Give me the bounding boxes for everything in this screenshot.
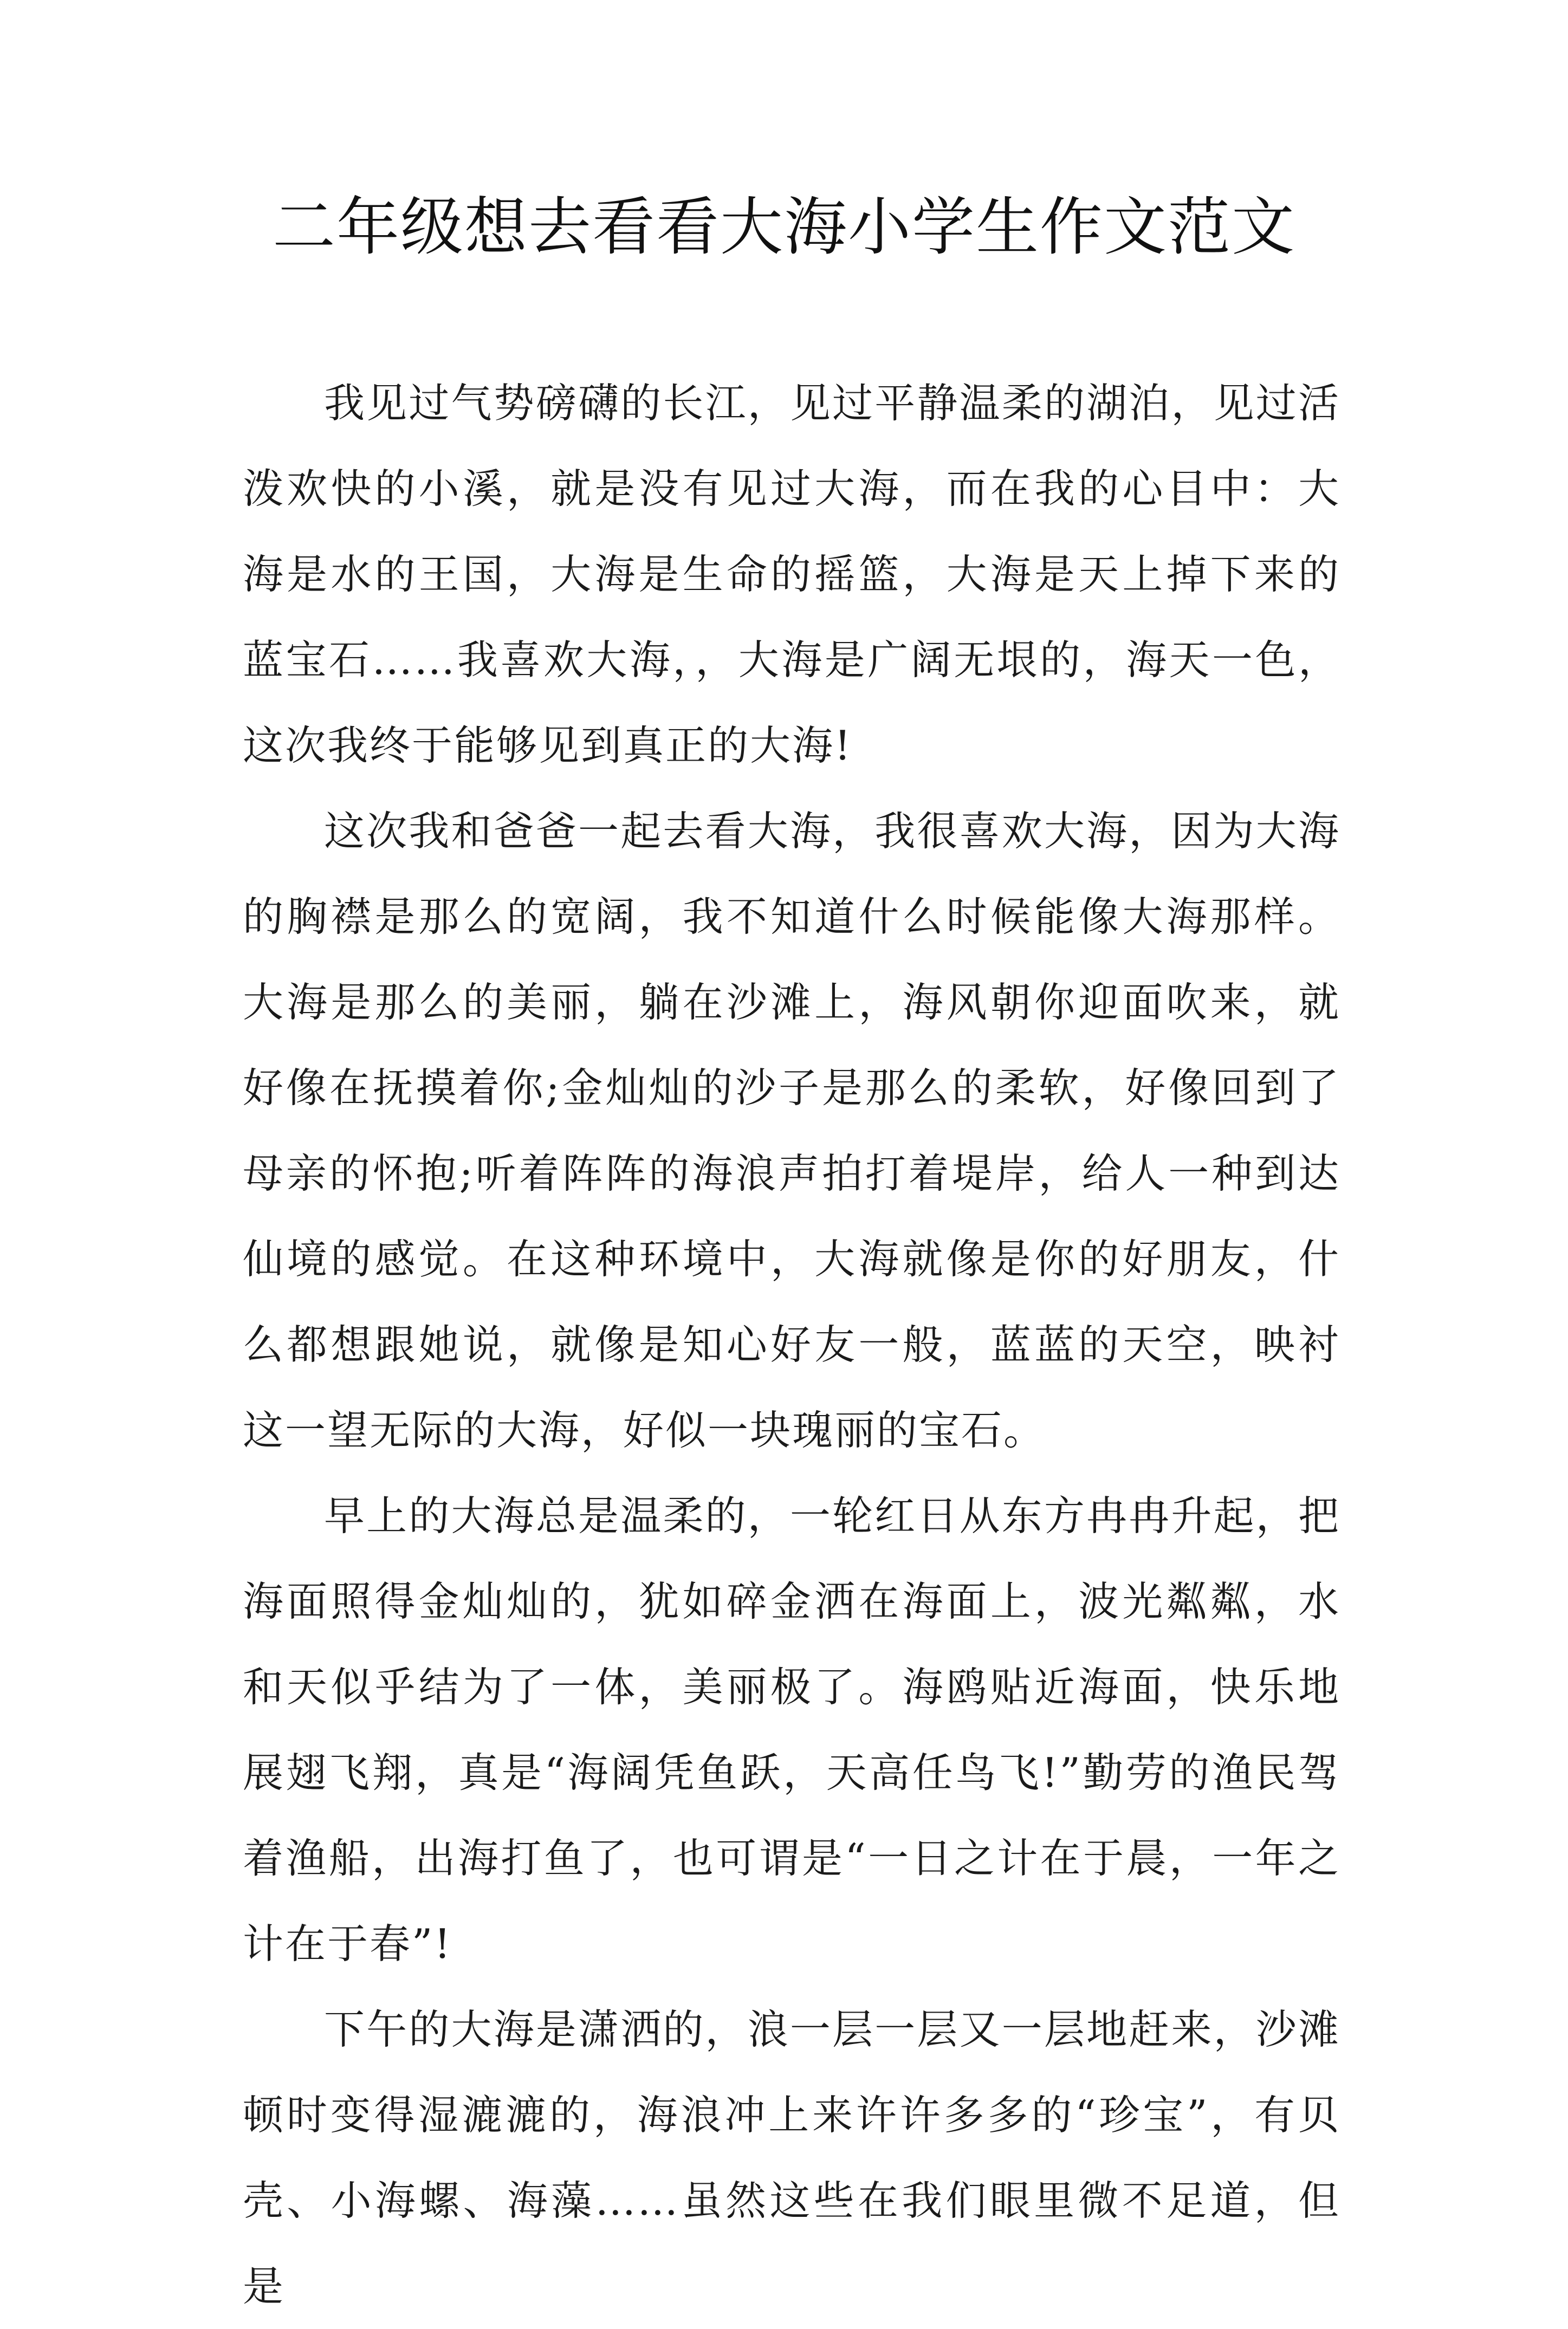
document-body	[243, 360, 1340, 2329]
paragraph-2: 这次我和爸爸一起去看大海，我很喜欢大海，因为大海的胸襟是那么的宽阔，我不知道什么时候能像大海那样。大海是那么的美丽，躺在沙滩上，海风朝你迎面吹来，就好像在抚摸着你;金灿灿的沙子是那么的柔软，好像回到了母亲的怀抱;听着阵阵的海浪声拍打着堤岸，给人一种到达仙境的感觉。在这种环境中，大海就像是你的好朋友，什么都想跟她说，就像是知心好友一般，蓝蓝的天空，映衬这一望无际的大海，好似一块瑰丽的宝石。	[243, 807, 1340, 1454]
document-title: 二年级想去看看大海小学生作文范文	[273, 191, 1295, 264]
paragraph-3: 早上的大海总是温柔的，一轮红日从东方冉冉升起，把海面照得金灿灿的，犹如碎金洒在海面上，波光粼粼，水和天似乎结为了一体，美丽极了。海鸥贴近海面，快乐地展翅飞翔，真是“海阔凭鱼跃，天高任鸟飞!”勤劳的渔民驾着渔船，出海打鱼了，也可谓是“一日之计在于晨，一年之计在于春”!	[243, 1492, 1340, 1968]
paragraph-1: 我见过气势磅礴的长江，见过平静温柔的湖泊，见过活泼欢快的小溪，就是没有见过大海，而在我的心目中：大海是水的王国，大海是生命的摇篮，大海是天上掉下来的蓝宝石……我喜欢大海，，大海是广阔无垠的，海天一色，这次我终于能够见到真正的大海!	[243, 379, 1340, 769]
paragraph-4: 下午的大海是潇洒的，浪一层一层又一层地赶来，沙滩顿时变得湿漉漉的，海浪冲上来许许多多的“珍宝”，有贝壳、小海螺、海藻……虽然这些在我们眼里微不足道，但是	[243, 2006, 1340, 2310]
